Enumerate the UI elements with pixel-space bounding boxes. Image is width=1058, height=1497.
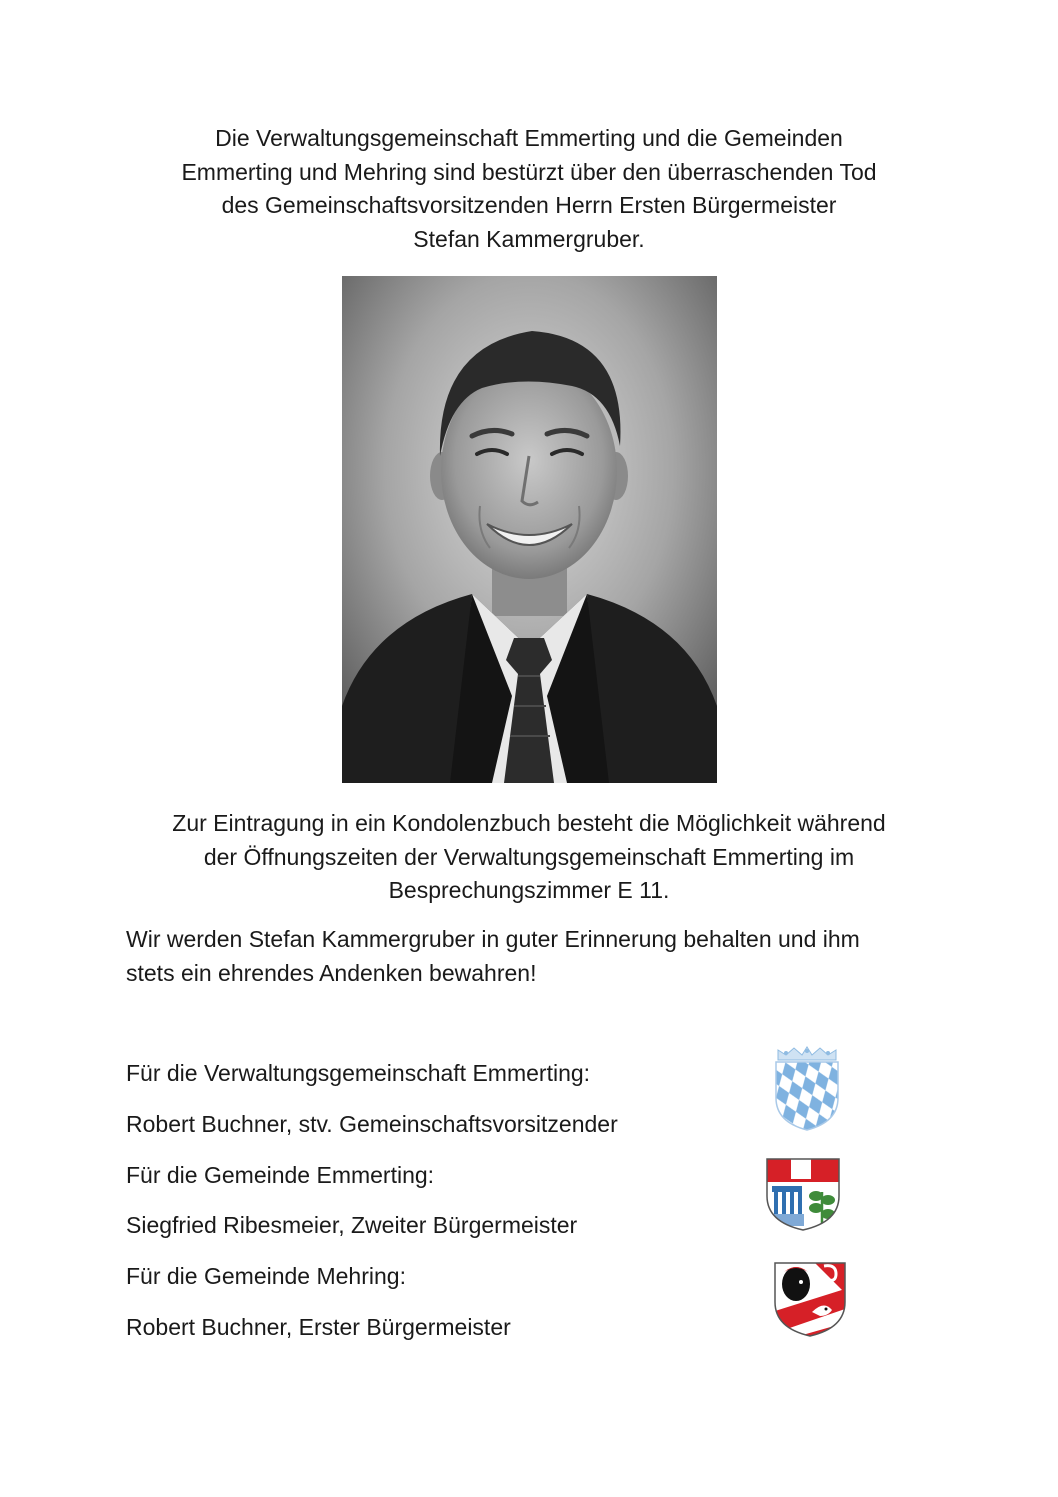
intro-line: Stefan Kammergruber. [413, 225, 645, 252]
portrait-photo [342, 276, 717, 783]
mehring-crest-icon [772, 1260, 848, 1338]
signer-person: Robert Buchner, Erster Bürgermeister [126, 1313, 511, 1340]
bavarian-lozenge-crest-icon [772, 1046, 842, 1132]
emmerting-crest-icon [764, 1156, 842, 1232]
signer-organization: Für die Gemeinde Mehring: [126, 1263, 406, 1290]
condolence-book-notice [100, 807, 958, 908]
remembrance-line: Wir werden Stefan Kammergruber in guter Erinnerung behalten und ihm [126, 926, 860, 952]
intro-text [100, 122, 958, 256]
signer-person: Robert Buchner, stv. Gemeinschaftsvorsitzender [126, 1110, 618, 1137]
intro-line: des Gemeinschaftsvorsitzenden Herrn Ersten Bürgermeister [221, 192, 837, 218]
signer-organization: Für die Verwaltungsgemeinschaft Emmerting: [126, 1060, 591, 1086]
signer-organization: Für die Gemeinde Emmerting: [126, 1161, 435, 1188]
condolence-line: der Öffnungszeiten der Verwaltungsgemeinschaft Emmerting im [203, 843, 855, 870]
condolence-line: Zur Eintragung in ein Kondolenzbuch besteht die Möglichkeit während [172, 810, 886, 836]
signature-block [126, 1057, 746, 1362]
remembrance-text [126, 923, 946, 990]
intro-line: Die Verwaltungsgemeinschaft Emmerting und die Gemeinden [215, 125, 843, 151]
intro-line: Emmerting und Mehring sind bestürzt über den überraschenden Tod [181, 158, 877, 185]
condolence-line: Besprechungszimmer E 11. [388, 877, 670, 903]
signer-person: Siegfried Ribesmeier, Zweiter Bürgermeister [126, 1212, 578, 1239]
remembrance-line: stets ein ehrendes Andenken bewahren! [126, 959, 537, 986]
